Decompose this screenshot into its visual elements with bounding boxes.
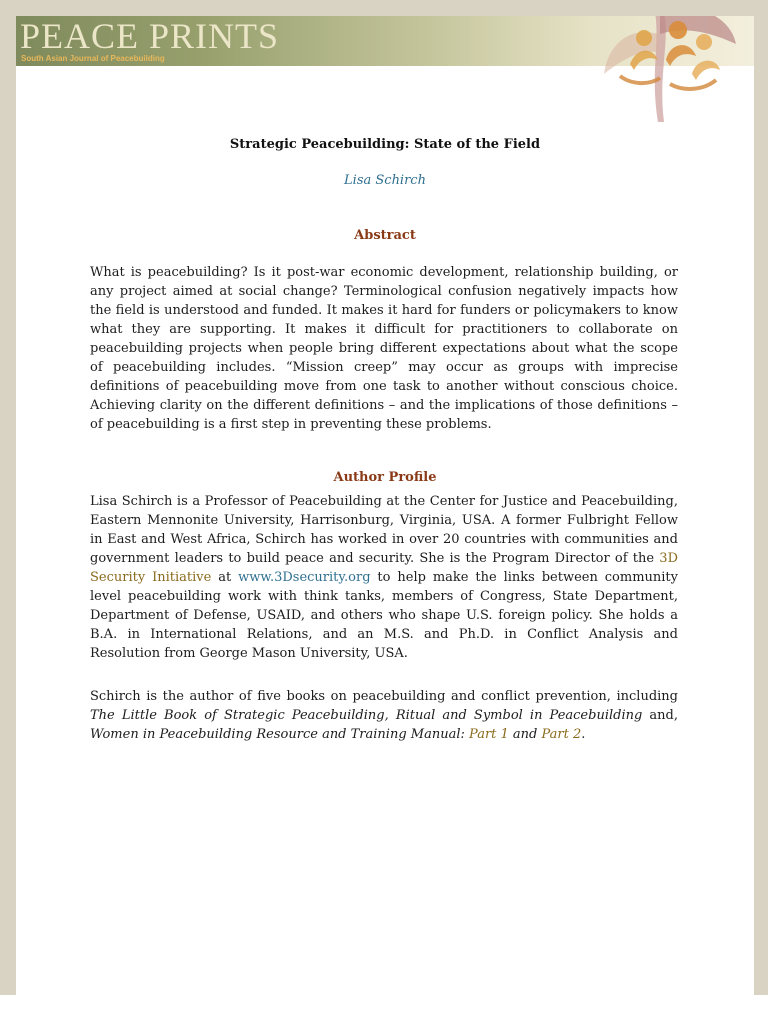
books-and: and,	[642, 708, 678, 723]
books-intro: Schirch is the author of five books on peacebuilding and conflict prevention, including	[90, 689, 678, 704]
abstract-text: What is peacebuilding? Is it post-war economic development, relationship building, or any project aimed at social change? Terminological confusion negatively impacts how the field is understood and funded. It makes it hard for funders or policymakers to know what they are supporting. It makes it difficult for practitioners to collaborate on peacebuilding projects when people bring different expectations about what the scope of peacebuilding includes. “Mission creep” may occur as groups with imprecise definitions of peacebuilding move from one task to another without conscious choice. Achieving clarity on the different definitions – and the implications of those definitions – of peacebuilding is a first step in preventing these problems.	[90, 265, 678, 432]
profile-text-part-1: Lisa Schirch is a Professor of Peacebuilding at the Center for Justice and Peacebuilding, Eastern Mennonite University, Harrisonburg, Virginia, USA. A former Fulbright Fellow in East and West Africa, Schirch has worked in over 20 countries with communities and government leaders to build peace and security. She is the Program Director of the	[90, 494, 678, 566]
abstract-heading: Abstract	[354, 228, 416, 243]
journal-logo-icon	[600, 16, 740, 124]
profile-text-part-2: to help make the links between community level peacebuilding work with think tanks, members of Congress, State Department, Department of Defense, USAID, and others who shape U.S. foreign policy. She holds a B.A. in International Relations, and an M.S. and Ph.D. in Conflict Analysis and Resolution from George Mason University, USA.	[90, 570, 679, 661]
books-text	[90, 687, 678, 744]
part-1-link[interactable]: Part 1	[469, 727, 509, 742]
journal-subtitle: South Asian Journal of Peacebuilding	[21, 54, 165, 63]
manual-title: Women in Peacebuilding Resource and Training Manual:	[90, 727, 465, 742]
page-border-top	[0, 0, 768, 16]
profile-text-at: at	[211, 570, 239, 585]
document-page	[16, 16, 754, 995]
journal-title: PEACE PRINTS	[20, 16, 280, 56]
security-initiative-link[interactable]: 3D Security Initiative	[90, 551, 678, 585]
part-2-link[interactable]: Part 2	[541, 727, 582, 742]
page-border-left	[0, 0, 16, 995]
article-title: Strategic Peacebuilding: State of the Field	[229, 137, 541, 152]
website-link[interactable]: www.3Dsecurity.org	[238, 570, 371, 585]
page-border-right	[754, 0, 768, 995]
books-and-2: and	[508, 727, 542, 742]
article-author: Lisa Schirch	[344, 173, 426, 188]
author-profile-text	[90, 492, 678, 663]
author-profile-heading: Author Profile	[333, 470, 437, 485]
book-titles: The Little Book of Strategic Peacebuilding, Ritual and Symbol in Peacebuilding	[90, 708, 643, 723]
books-period: .	[581, 727, 586, 742]
